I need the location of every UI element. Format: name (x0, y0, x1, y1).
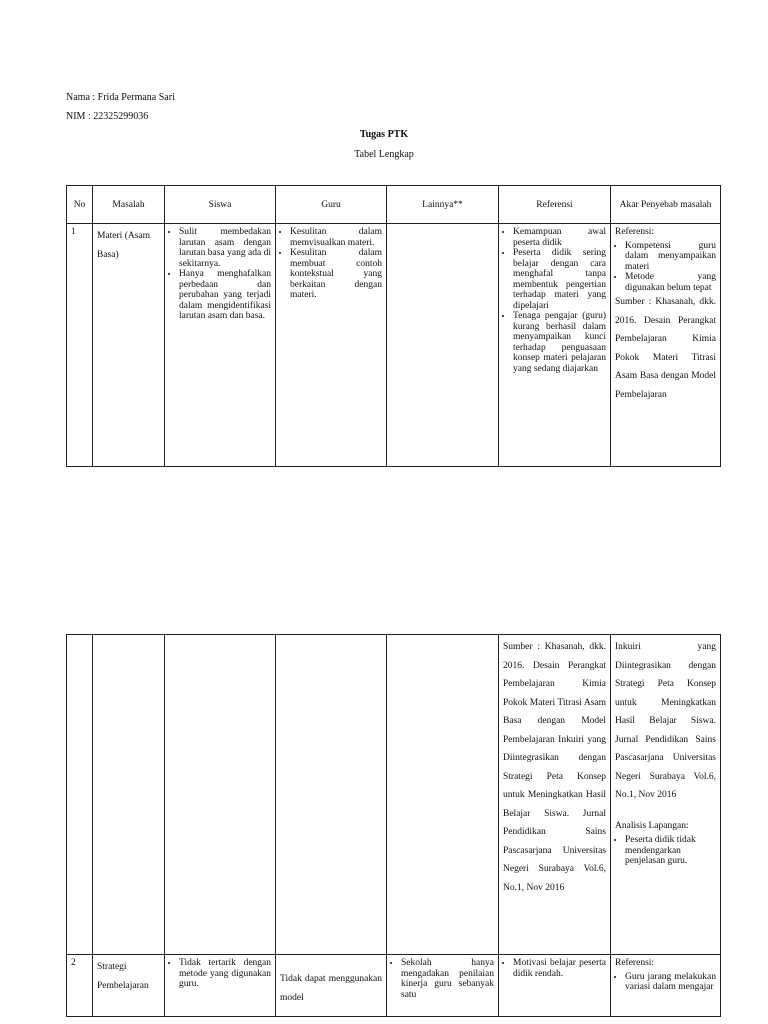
table-row-continuation (67, 635, 721, 955)
table-header-row (67, 186, 721, 224)
row-referensi (499, 224, 611, 467)
list-item: • Kemampuan awal peserta didik (513, 227, 606, 248)
guru-text: Tidak dapat menggunakan model (280, 974, 382, 1003)
list-item: • Guru jarang melakukan variasi dalam mengajar (625, 972, 716, 993)
row-number: 1 (67, 224, 93, 467)
sumber-text: Sumber : Khasanah, dkk. 2016. Desain Perangkat Pembelajaran Kimia Pokok Materi Titrasi Asam Basa dengan Model Pembelajaran (615, 297, 716, 400)
analisis-label: Analisis Lapangan: (615, 820, 689, 831)
row-masalah: Strategi Pembelajaran (93, 955, 165, 1017)
row-lainnya (387, 224, 499, 467)
row-number: 2 (67, 955, 93, 1017)
row-akar-penyebab (611, 635, 721, 955)
ptk-table-page2 (66, 634, 721, 1017)
list-item: • Kesulitan dalam memvisualkan materi. (290, 227, 382, 248)
list-item: • Sulit membedakan larutan asam dengan larutan basa yang ada di sekitarnya. (179, 227, 271, 269)
col-header-siswa: Siswa (165, 186, 276, 224)
row-akar-penyebab (611, 224, 721, 467)
document-subtitle: Tabel Lengkap (354, 149, 414, 160)
col-header-no: No (67, 186, 93, 224)
row-akar-penyebab (611, 955, 721, 1017)
row-siswa (165, 224, 276, 467)
col-header-masalah: Masalah (93, 186, 165, 224)
table-row (67, 224, 721, 467)
document-title: Tugas PTK (359, 129, 409, 140)
ptk-table-page1 (66, 185, 721, 467)
list-item: • Motivasi belajar peserta didik rendah. (513, 958, 606, 979)
row-lainnya (387, 955, 499, 1017)
list-item: • Peserta didik sering belajar dengan cara menghafal tanpa membentuk pengertian terhadap materi yang dipelajari (513, 248, 606, 311)
list-item: • Peserta didik tidak mendengarkan penjelasan guru. (625, 835, 716, 867)
list-item: • Tenaga pengajar (guru) kurang berhasil dalam menyampaikan kunci terhadap penguasaan konsep materi pelajaran yang sedang diajarkan (513, 311, 606, 374)
row-guru (276, 955, 387, 1017)
referensi-label: Referensi: (615, 958, 655, 968)
list-item: • Sekolah hanya mengadakan penilaian kinerja guru sebanyak satu (401, 958, 494, 1000)
list-item: • Kesulitan dalam membuat contoh kontekstual yang berkaitan dengan materi. (290, 248, 382, 301)
col-header-lainnya: Lainnya** (387, 186, 499, 224)
col-header-akar-penyebab: Akar Penyebab masalah (611, 186, 721, 224)
col-header-guru: Guru (276, 186, 387, 224)
student-name: Nama : Frida Permana Sari (66, 92, 175, 103)
row-guru (276, 224, 387, 467)
row-siswa (165, 955, 276, 1017)
student-nim: NIM : 22325299036 (66, 111, 149, 122)
row-referensi: Sumber : Khasanah, dkk. 2016. Desain Perangkat Pembelajaran Kimia Pokok Materi Titrasi Asam Basa dengan Model Pembelajaran Inkuiri yang Diintegrasikan dengan Strategi Peta Konsep untuk Meningkatkan Hasil Belajar Siswa. Jurnal Pendidikan Sains Pascasarjana Universitas Negeri Surabaya Vol.6, No.1, Nov 2016 (499, 635, 611, 955)
col-header-referensi: Referensi (499, 186, 611, 224)
sumber-text: Inkuiri yang Diintegrasikan dengan Strategi Peta Konsep untuk Meningkatkan Hasil Belajar Siswa. Jurnal Pendidikan Sains Pascasarjana Universitas Negeri Surabaya Vol.6, No.1, Nov 2016 (615, 642, 716, 800)
referensi-label: Referensi: (615, 227, 655, 237)
list-item: • Metode yang digunakan belum tepat (625, 272, 716, 293)
row-masalah: Materi (Asam Basa) (93, 224, 165, 467)
list-item: • Tidak tertarik dengan metode yang digunakan guru. (179, 958, 271, 990)
list-item: • Hanya menghafalkan perbedaan dan perubahan yang terjadi dalam mengidentifikasi larutan asam dan basa. (179, 269, 271, 322)
list-item: • Kompetensi guru dalam menyampaikan materi (625, 241, 716, 273)
table-row (67, 955, 721, 1017)
row-referensi (499, 955, 611, 1017)
